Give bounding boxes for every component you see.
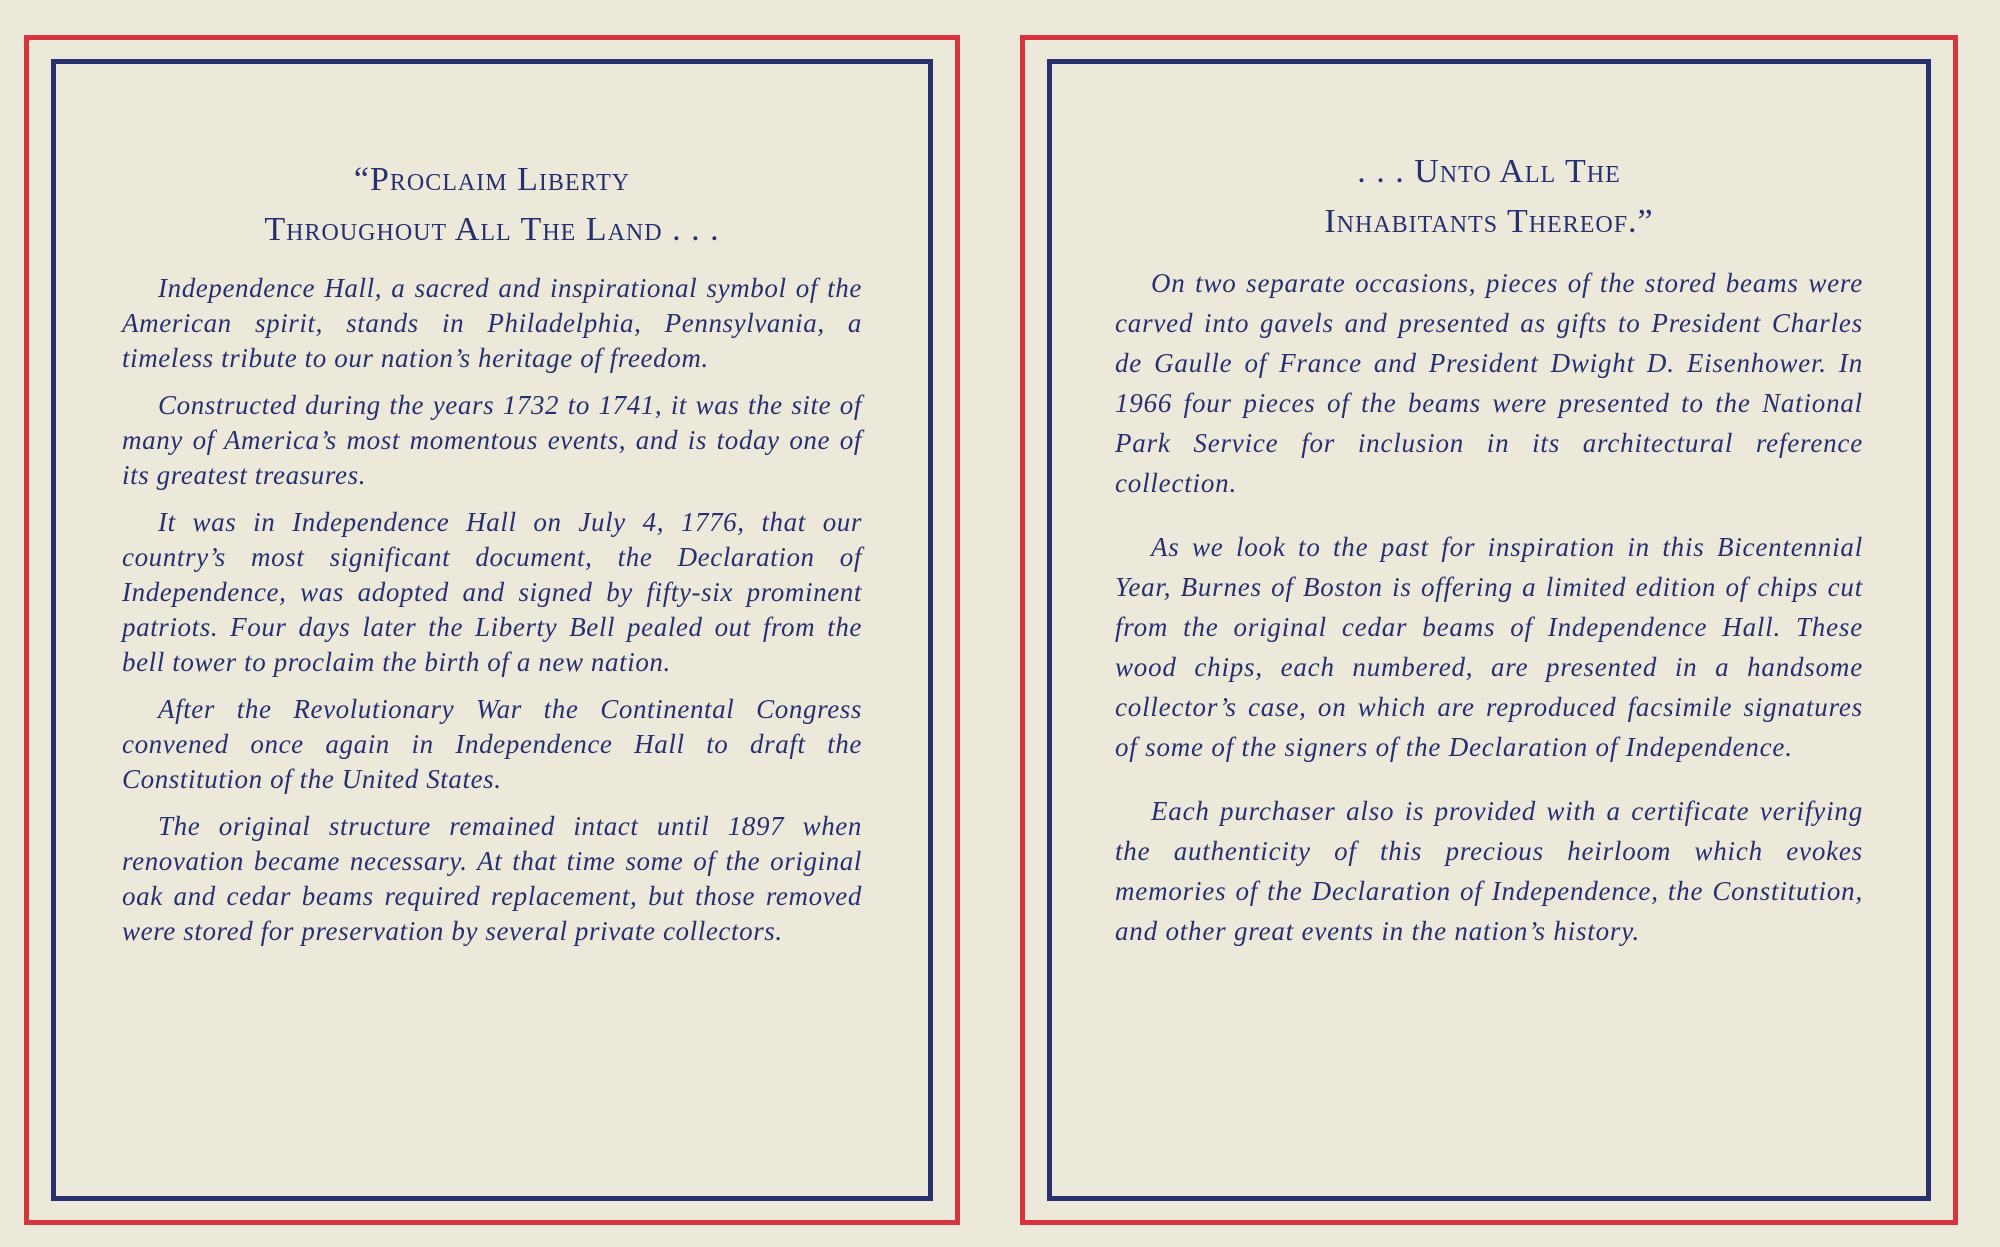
- heading-line: Throughout All The Land . . .: [264, 211, 720, 248]
- heading-line: Inhabitants Thereof.”: [1324, 203, 1654, 240]
- right-page-content: [1115, 147, 1863, 975]
- heading-line: . . . Unto All The: [1357, 153, 1621, 190]
- paragraph: On two separate occasions, pieces of the stored beams were carved into gavels and presented as gifts to President Charles de Gaulle of France and President Dwight D. Eisenhower. In 1966 four pieces of the beams were presented to the National Park Service for inclusion in its architectural reference collection.: [1115, 268, 1863, 498]
- left-page: [24, 35, 960, 1225]
- right-page-heading: [1115, 147, 1863, 247]
- paragraph: After the Revolutionary War the Continental Congress convened once again in Independence Hall to draft the Constitution of the United States.: [122, 694, 862, 794]
- right-page: [1020, 35, 1958, 1225]
- left-page-heading: [122, 155, 862, 255]
- heading-line: “Proclaim Liberty: [353, 161, 631, 198]
- paragraph: As we look to the past for inspiration in this Bicentennial Year, Burnes of Boston is offering a limited edition of chips cut from the original cedar beams of Independence Hall. These wood chips, each numbered, are presented in a handsome collector’s case, on which are reproduced facsimile signatures of some of the signers of the Declaration of Independence.: [1115, 532, 1863, 762]
- paragraph: Each purchaser also is provided with a certificate verifying the authenticity of this precious heirloom which evokes memories of the Declaration of Independence, the Constitution, and other great events in the nation’s history.: [1115, 796, 1863, 946]
- paragraph: Constructed during the years 1732 to 1741, it was the site of many of America’s most momentous events, and is today one of its greatest treasures.: [122, 390, 862, 490]
- paragraph: The original structure remained intact until 1897 when renovation became necessary. At that time some of the original oak and cedar beams required replacement, but those removed were stored for preservation by several private collectors.: [122, 811, 862, 946]
- left-page-content: [122, 155, 862, 961]
- paragraph: It was in Independence Hall on July 4, 1776, that our country’s most significant document, the Declaration of Independence, was adopted and signed by fifty-six prominent patriots. Four days later the Liberty Bell pealed out from the bell tower to proclaim the birth of a new nation.: [122, 507, 862, 677]
- paragraph: Independence Hall, a sacred and inspirational symbol of the American spirit, stands in Philadelphia, Pennsylvania, a timeless tribute to our nation’s heritage of freedom.: [122, 273, 862, 373]
